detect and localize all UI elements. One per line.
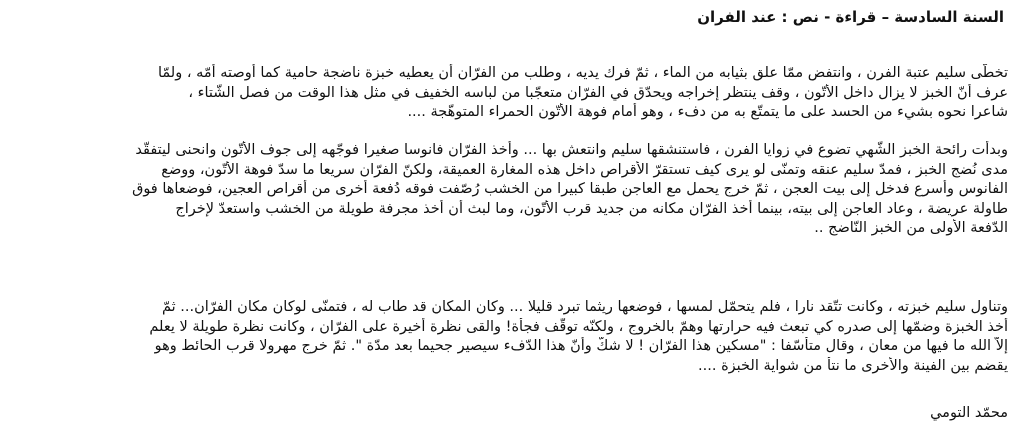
paragraph-3: [20, 298, 1008, 376]
worksheet-title: السنة السادسة – قراءة - نص : عند الفران: [697, 8, 1004, 26]
text-line: مدى نُضج الخبز ، فمدّ سليم عنقه وتمنّى لو يرى كيف تستقرّ الأقراص داخل هذه المغارة العميقة، ولكنّ الفرّان سريعا ما سدّ فوهة الأتّون، ووضع: [161, 161, 1008, 178]
text-line: أخذ الخبزة وضمّها إلى صدره كي تبعث فيه حرارتها وهمّ بالخروج ، ولكنّه توقّف فجأة! والقى نظرة أخيرة على الفرّان ، وكانت نظرة طويلة لا يعلم: [149, 318, 1008, 335]
text-line: تخطّى سليم عتبة الفرن ، وانتفض ممّا علق بثيابه من الماء ، ثمّ فرك يديه ، وطلب من الفرّان أن يعطيه خبزة ناضجة حامية كما أوصته أمّه ، ولمّا: [157, 65, 1008, 81]
text-line: الفانوس وأسرع فدخل إلى بيت العجن ، ثمّ خرج يحمل مع العاجن طبقا كبيرا من الخشب رُصّفت فوقه دُفعة أخرى من أقراص العجين، فوضعاها فوق: [132, 181, 1008, 198]
text-line: يقضم بين الفينة والأخرى ما نتأ من شواية الخبزة ....: [698, 357, 1008, 374]
paragraph-2: [20, 141, 1008, 239]
text-line: وتناول سليم خبزته ، وكانت تتّقد نارا ، فلم يتحمّل لمسها ، فوضعها ريثما تبرد قليلا ... وكان المكان قد طاب له ، فتمنّى لوكان مكان الفرّان... ثمّ: [161, 299, 1008, 315]
text-line: الدّفعة الأولى من الخبز النّاضج ..: [814, 220, 1008, 237]
text-line: إلاّ الله ما فيها من معان ، وقال متأسّفا : "مسكين هذا الفرّان ! لا شكّ وأنّ هذا الدّفء سيصير جحيما بعد مدّة ". ثمّ خرج مهرولا قرب الحائط وهو: [154, 338, 1008, 355]
text-line: شاعرا نحوه بشيء من الحسد على ما يتمتّع به من دفء ، وهو أمام فوهة الأتّون الحمراء المتوهّجة ....: [407, 104, 1008, 121]
paragraph-1: [20, 64, 1008, 123]
text-line: طاولة عريضة ، وعاد العاجن إلى بيته، بينما أخذ الفرّان مكانه من جديد قرب الأتّون، وما لبث أن أخذ مجرفة طويلة من الخشب واستعدّ لإخراج: [175, 200, 1008, 217]
text-line: عرف أنّ الخبز لا يزال داخل الأتّون ، وقف ينتظر إخراجه ويحدّق في الفرّان متعجّبا من لباسه الخفيف في مثل هذا الوقت من فصل الشّتاء ،: [188, 84, 1008, 101]
text-line: وبدأت رائحة الخبز الشّهي تضوع في زوايا الفرن ، فاستنشقها سليم وانتعش بها ... وأخذ الفرّان فانوسا صغيرا فوجّهه إلى جوف الأتّون وانحنى ليتفقّد: [135, 142, 1008, 158]
author-name: محمّد التومي: [930, 405, 1008, 421]
